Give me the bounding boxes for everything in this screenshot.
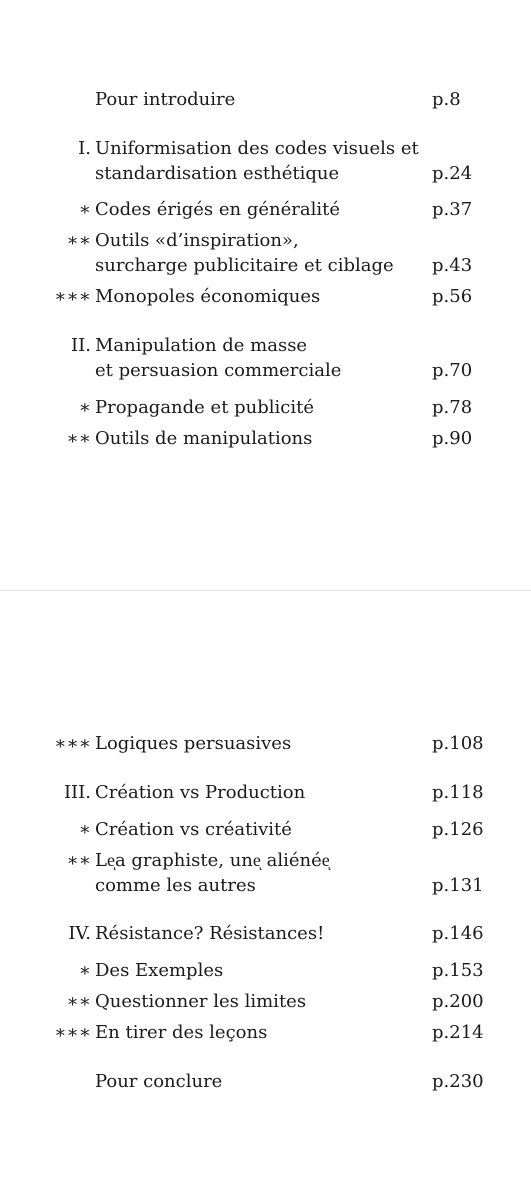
- toc-entry-page-number: p.8: [432, 89, 461, 110]
- toc-entry-marker: ∗∗: [66, 428, 91, 449]
- toc-entry-page-number: p.118: [432, 782, 484, 803]
- toc-entry-title-line: et persuasion commerciale: [95, 360, 342, 381]
- toc-entry-page-number: p.56: [432, 286, 473, 307]
- toc-entry-marker: ∗: [78, 199, 91, 220]
- toc-entry-title-line: En tirer des leçons: [95, 1022, 268, 1043]
- toc-entry-marker: III.: [63, 782, 91, 803]
- toc-entry-title: [95, 989, 306, 1014]
- toc-entry-title-line: Manipulation de masse: [95, 335, 308, 356]
- toc-entry-title-line: standardisation esthétique: [95, 163, 340, 184]
- toc-entry-marker: I.: [78, 138, 91, 159]
- toc-entry-title-line: Uniformisation des codes visuels et: [95, 138, 419, 159]
- toc-entry-title-line: Résistance? Résistances!: [95, 923, 325, 944]
- toc-entry-marker: IV.: [68, 923, 91, 944]
- toc-entry-title-line: Création vs créativité: [95, 819, 292, 840]
- toc-entry-title-line: Leͅa graphiste, uneͅ aliénéeͅ: [95, 850, 330, 871]
- toc-entry-title: [95, 395, 314, 420]
- toc-entry-title-line: surcharge publicitaire et ciblage: [95, 255, 394, 276]
- toc-entry-marker: II.: [71, 335, 91, 356]
- toc-entry-marker: ∗∗: [66, 230, 91, 251]
- toc-entry-title-line: Monopoles économiques: [95, 286, 321, 307]
- toc-entry-title: [95, 284, 320, 309]
- toc-entry-page-number: p.146: [432, 923, 484, 944]
- toc-entry-page-number: p.230: [432, 1071, 484, 1092]
- toc-entry-title: [95, 848, 330, 898]
- toc-entry-page-number: p.24: [432, 163, 473, 184]
- toc-entry-marker: ∗: [78, 819, 91, 840]
- toc-entry-title-line: Outils de manipulations: [95, 428, 313, 449]
- toc-entry-title: [95, 1069, 222, 1094]
- toc-entry-marker: ∗∗: [66, 850, 91, 871]
- toc-entry-title: [95, 426, 312, 451]
- toc-entry-title: [95, 333, 341, 383]
- toc-entry-title-line: Propagande et publicité: [95, 397, 315, 418]
- toc-entry-title: [95, 921, 324, 946]
- toc-entry-title: [95, 197, 340, 222]
- toc-entry-marker: ∗: [78, 960, 91, 981]
- toc-entry-title: [95, 1020, 267, 1045]
- toc-entry-title-line: comme les autres: [95, 875, 256, 896]
- toc-entry-title-line: Pour introduire: [95, 89, 236, 110]
- toc-entry-page-number: p.214: [432, 1022, 484, 1043]
- toc-entry-title: [95, 136, 419, 186]
- toc-entry-title: [95, 87, 235, 112]
- toc-entry-page-number: p.131: [432, 875, 484, 896]
- toc-entry-title: [95, 958, 223, 983]
- toc-entry-page-number: p.90: [432, 428, 473, 449]
- toc-entry-title-line: Des Exemples: [95, 960, 224, 981]
- toc-entry-title-line: Outils «d’inspiration»,: [95, 230, 299, 251]
- toc-entry-title-line: Logiques persuasives: [95, 733, 292, 754]
- toc-entry-marker: ∗∗: [66, 991, 91, 1012]
- toc-entry-page-number: p.153: [432, 960, 484, 981]
- toc-page-bottom: [0, 591, 531, 1181]
- toc-entry-title: [95, 228, 394, 278]
- toc-entry-page-number: p.126: [432, 819, 484, 840]
- toc-entry-page-number: p.43: [432, 255, 473, 276]
- toc-entry-title-line: Pour conclure: [95, 1071, 223, 1092]
- toc-entry-title: [95, 817, 292, 842]
- toc-entry-page-number: p.37: [432, 199, 473, 220]
- toc-entry-title-line: Codes érigés en généralité: [95, 199, 341, 220]
- toc-entry-title-line: Création vs Production: [95, 782, 306, 803]
- toc-entry-marker: ∗∗∗: [54, 733, 91, 754]
- toc-entry-title-line: Questionner les limites: [95, 991, 307, 1012]
- toc-entry-page-number: p.78: [432, 397, 473, 418]
- toc-entry-page-number: p.108: [432, 733, 484, 754]
- toc-entry-marker: ∗∗∗: [54, 1022, 91, 1043]
- toc-entry-marker: ∗∗∗: [54, 286, 91, 307]
- toc-entry-marker: ∗: [78, 397, 91, 418]
- toc-page-top: [0, 0, 531, 590]
- toc-entry-title: [95, 731, 291, 756]
- toc-entry-page-number: p.200: [432, 991, 484, 1012]
- toc-entry-page-number: p.70: [432, 360, 473, 381]
- toc-entry-title: [95, 780, 305, 805]
